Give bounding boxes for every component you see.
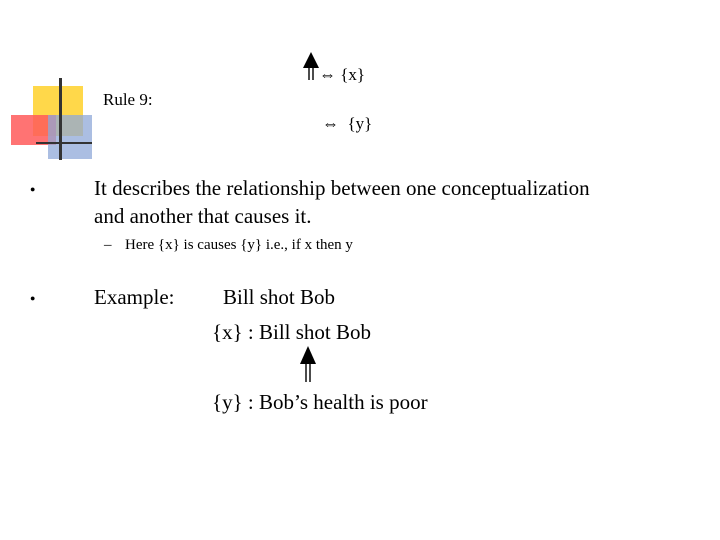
formula-x: ⇔ {x} <box>319 65 366 84</box>
example-x: {x} : Bill shot Bob <box>212 320 372 344</box>
bullet1-line2: and another that causes it. <box>94 204 312 228</box>
decor-vertical-line <box>59 78 62 160</box>
rule-title: Rule 9: <box>103 90 153 109</box>
decor-blue-block <box>48 115 92 159</box>
bullet1-line1: It describes the relationship between one conceptualization <box>94 176 590 200</box>
example-y: {y} : Bob’s health is poor <box>212 390 428 414</box>
example-line1: Bill shot Bob <box>223 285 336 309</box>
decor-horizontal-line <box>36 142 92 144</box>
bullet-icon: ● <box>30 184 36 194</box>
sub-bullet-text: Here {x} is causes {y} i.e., if x then y <box>125 237 353 253</box>
bullet-icon: ● <box>30 293 36 303</box>
formula-y: ⇔ {y} <box>322 114 373 133</box>
example-label: Example: <box>94 285 175 309</box>
causal-arrow-icon <box>298 346 318 382</box>
sub-bullet-dash: – <box>104 237 112 253</box>
causal-arrow-icon <box>301 52 321 80</box>
